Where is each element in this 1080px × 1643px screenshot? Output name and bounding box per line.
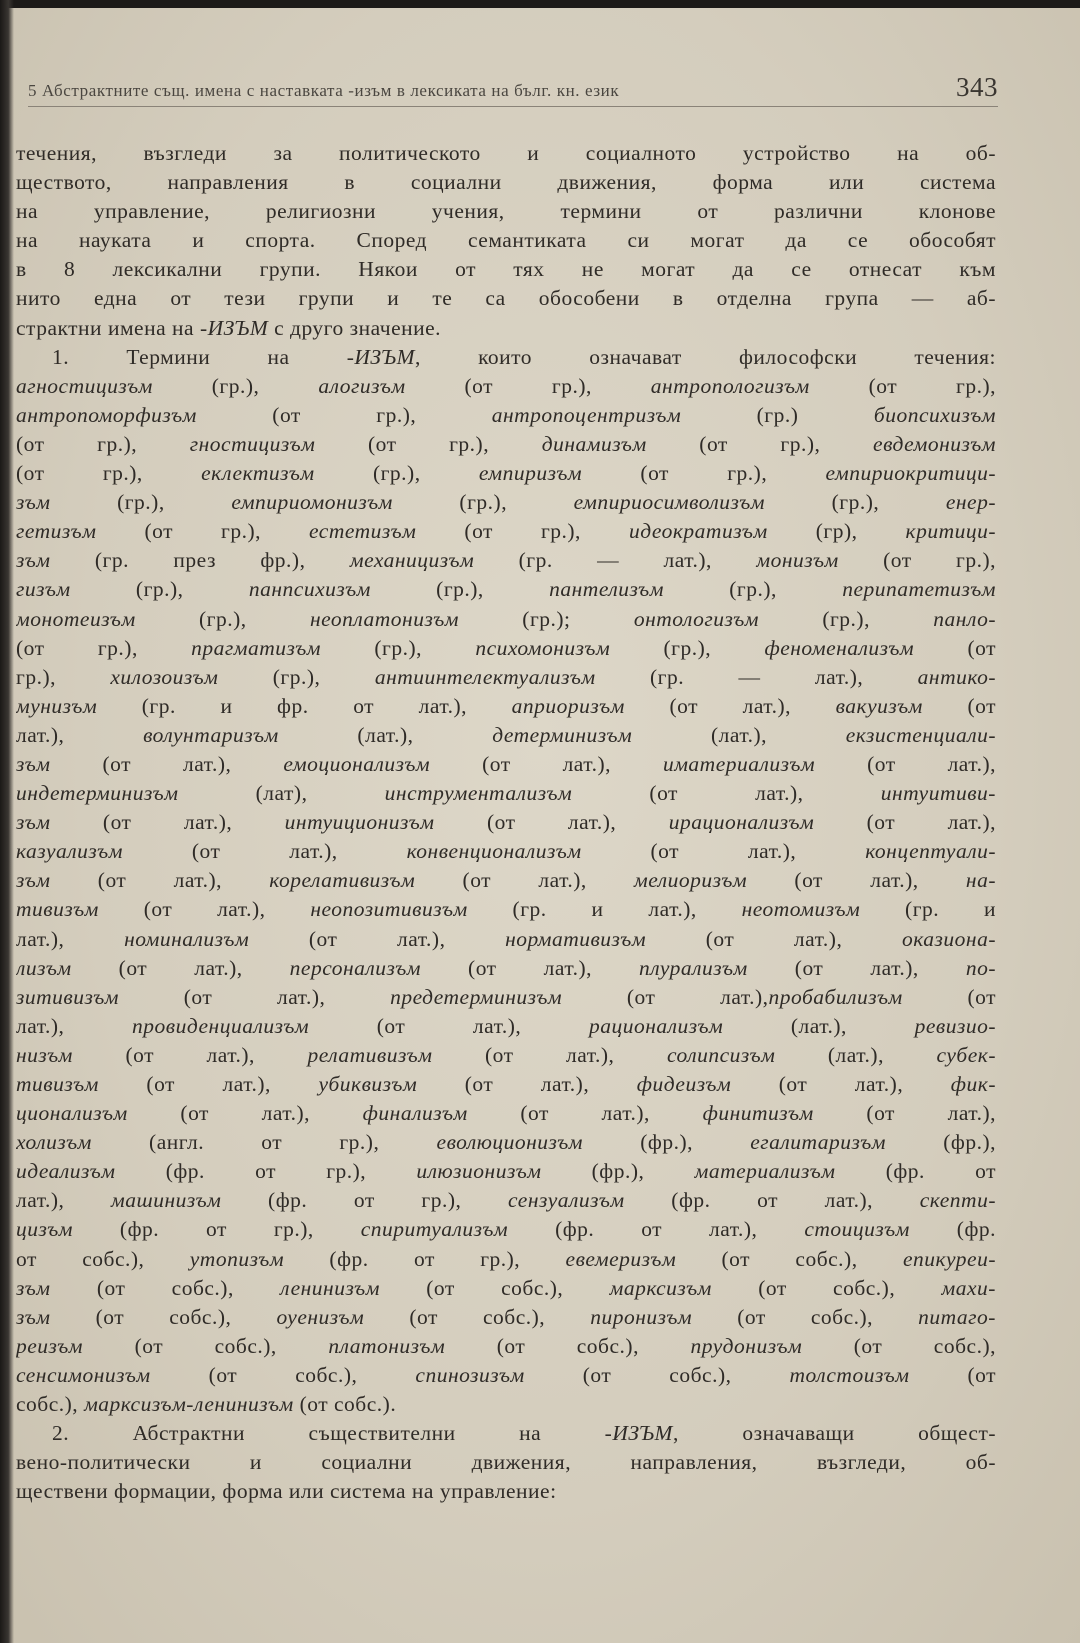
text-run: (от лат.), bbox=[98, 1072, 319, 1096]
text-run: течения, възгледи за политическото и социалното устройство на об- bbox=[16, 141, 996, 165]
italic-term: концептуали- bbox=[865, 839, 996, 864]
text-run: (от лат.), bbox=[415, 868, 635, 893]
italic-term: антропоцентризъм bbox=[491, 402, 682, 427]
italic-term: монотеизъм bbox=[16, 606, 136, 631]
text-run: (от собс.), bbox=[692, 1304, 919, 1329]
text-run: (от bbox=[902, 984, 996, 1009]
text-line bbox=[16, 1448, 996, 1477]
text-run: 1. Термини на bbox=[52, 344, 347, 369]
italic-term: екзистенциали- bbox=[845, 722, 996, 747]
italic-term: енер- bbox=[945, 490, 996, 515]
italic-term: рационализъм bbox=[588, 1013, 724, 1038]
text-run: (гр.), bbox=[152, 373, 319, 398]
text-run: вено-политически и социални движения, направления, възгледи, об- bbox=[16, 1450, 996, 1475]
text-run: (англ. от гр.), bbox=[91, 1130, 437, 1155]
text-run: (от лат.), bbox=[309, 1013, 589, 1038]
text-line bbox=[16, 546, 996, 575]
text-run: (от гр.), bbox=[315, 431, 542, 456]
text-line bbox=[16, 1215, 996, 1244]
text-line bbox=[16, 983, 996, 1012]
italic-term: интуитиви- bbox=[880, 781, 996, 806]
italic-term: плурализъм bbox=[639, 955, 748, 980]
text-run: (фр. от гр.), bbox=[221, 1188, 509, 1213]
text-run: 2. Абстрактни съществителни на bbox=[52, 1421, 605, 1446]
text-run: собс.), bbox=[16, 1392, 85, 1417]
text-line bbox=[16, 1390, 996, 1419]
italic-term: еклектизъм bbox=[201, 461, 315, 486]
text-run: (гр.), bbox=[759, 606, 934, 631]
text-line bbox=[16, 634, 996, 663]
text-run: (от лат.), bbox=[581, 839, 866, 864]
italic-term: епикуреи- bbox=[902, 1246, 996, 1271]
text-line bbox=[16, 488, 996, 517]
text-run: (гр.), bbox=[392, 490, 574, 515]
italic-term: лизъм bbox=[16, 955, 72, 980]
running-head-title: 5 Абстрактните същ. имена с наставката -изъм в лексиката на бълг. кн. език bbox=[28, 81, 620, 100]
text-run: (от собс.), bbox=[379, 1275, 610, 1300]
text-line bbox=[16, 1128, 996, 1157]
italic-term: индетерминизъм bbox=[16, 781, 179, 806]
text-run: (от лат.), bbox=[122, 839, 407, 864]
text-run: (от лат.), bbox=[72, 1042, 308, 1067]
text-run: (от лат.), bbox=[646, 926, 902, 951]
text-run: (от собс.), bbox=[50, 1304, 277, 1329]
text-line bbox=[16, 517, 996, 546]
italic-term: реизъм bbox=[16, 1333, 84, 1358]
italic-term: пантелизъм bbox=[549, 577, 664, 602]
scan-binding-shadow bbox=[0, 0, 14, 1643]
italic-term: перипатетизъм bbox=[842, 577, 996, 602]
italic-term: конвенционализъм bbox=[406, 839, 582, 864]
text-run: (от bbox=[914, 635, 996, 660]
text-run: (гр. и фр. от лат.), bbox=[97, 693, 512, 718]
italic-term: гизъм bbox=[16, 577, 71, 602]
italic-term: емпиризъм bbox=[478, 461, 583, 486]
text-line bbox=[16, 663, 996, 692]
italic-term: зъм bbox=[16, 810, 51, 835]
italic-term: детерминизъм bbox=[492, 722, 633, 747]
text-line bbox=[16, 197, 996, 226]
text-run: (от лат.), bbox=[815, 751, 996, 776]
running-head bbox=[28, 72, 998, 104]
text-run: (лат), bbox=[178, 781, 385, 806]
italic-term: монизъм bbox=[756, 548, 839, 573]
italic-term: психомонизъм bbox=[475, 635, 611, 660]
text-run: (от гр.), bbox=[809, 373, 996, 398]
text-run: (от лат.), bbox=[572, 781, 881, 806]
italic-term: антропологизъм bbox=[650, 373, 810, 398]
italic-term: зъм bbox=[16, 490, 51, 515]
text-run: (от лат.), bbox=[127, 1101, 363, 1126]
italic-term: провиденциализъм bbox=[132, 1013, 310, 1038]
italic-term: тивизъм bbox=[16, 897, 99, 922]
text-run: (фр. от лат.), bbox=[624, 1188, 920, 1213]
text-run: (гр.) bbox=[681, 402, 874, 427]
italic-term: емпириомонизъм bbox=[231, 490, 393, 515]
text-run: (гр.), bbox=[70, 577, 249, 602]
italic-term: релативизъм bbox=[307, 1042, 433, 1067]
page-number: 343 bbox=[956, 72, 998, 102]
text-run: (гр.), bbox=[610, 635, 765, 660]
text-run: (фр. от лат.), bbox=[508, 1217, 805, 1242]
text-run: от собс.), bbox=[16, 1246, 190, 1271]
italic-term: фидеизъм bbox=[636, 1072, 732, 1096]
text-run: (от лат.), bbox=[50, 810, 285, 835]
text-run: гр.), bbox=[16, 664, 111, 689]
text-run: (от лат.), bbox=[50, 751, 284, 776]
italic-term: еволюционизъм bbox=[436, 1130, 584, 1155]
text-run: , които означават философски течения: bbox=[414, 344, 996, 369]
text-run: (фр.), bbox=[541, 1159, 695, 1184]
text-run: лат.), bbox=[16, 722, 144, 747]
italic-term: агностицизъм bbox=[16, 373, 153, 398]
text-run: (от собс.), bbox=[524, 1362, 790, 1387]
italic-term: пробабилизъм bbox=[768, 984, 903, 1009]
body-text bbox=[16, 139, 996, 1506]
italic-term: холизъм bbox=[16, 1130, 92, 1155]
text-run: (от лат.), bbox=[747, 955, 966, 980]
italic-term: машинизъм bbox=[111, 1188, 222, 1213]
italic-term: -ИЗЪМ bbox=[604, 1421, 673, 1446]
text-run: (лат.), bbox=[723, 1013, 915, 1038]
italic-term: спиритуализъм bbox=[360, 1217, 509, 1242]
text-run: (от лат.), bbox=[467, 1101, 703, 1126]
text-run: (от собс.), bbox=[83, 1333, 329, 1358]
text-run: (фр. от bbox=[835, 1159, 996, 1184]
italic-term: сенсимонизъм bbox=[16, 1362, 151, 1387]
italic-term: евемеризъм bbox=[565, 1246, 677, 1271]
text-line bbox=[16, 459, 996, 488]
text-line bbox=[16, 1012, 996, 1041]
text-line bbox=[16, 343, 996, 372]
italic-term: толстоизъм bbox=[789, 1362, 910, 1387]
italic-term: марксизъм bbox=[609, 1275, 712, 1300]
italic-term: ирационализъм bbox=[668, 810, 815, 835]
text-line bbox=[16, 1041, 996, 1070]
text-line bbox=[16, 1070, 996, 1099]
italic-term: иматериализъм bbox=[662, 751, 816, 776]
italic-term: оказиона- bbox=[902, 926, 996, 951]
text-run: (от лат.), bbox=[98, 897, 311, 922]
italic-term: зитивизъм bbox=[16, 984, 119, 1009]
italic-term: панпсихизъм bbox=[248, 577, 371, 602]
text-line bbox=[16, 925, 996, 954]
text-run: лат.), bbox=[16, 926, 125, 951]
italic-term: тивизъм bbox=[16, 1072, 99, 1096]
text-run: (от лат.), bbox=[71, 955, 290, 980]
text-run: (от лат.), bbox=[813, 1101, 996, 1126]
text-run: (лат.), bbox=[278, 722, 493, 747]
italic-term: персонализъм bbox=[289, 955, 421, 980]
text-run: (фр.), bbox=[886, 1130, 996, 1155]
text-line bbox=[16, 721, 996, 750]
text-line bbox=[16, 605, 996, 634]
text-run: (от собс.), bbox=[50, 1275, 281, 1300]
italic-term: интуиционизъм bbox=[284, 810, 435, 835]
text-run: (гр.), bbox=[765, 490, 946, 515]
header-rule bbox=[28, 106, 998, 107]
italic-term: корелативизъм bbox=[269, 868, 416, 893]
text-run: (гр.), bbox=[218, 664, 375, 689]
text-run: (от лат.), bbox=[50, 868, 270, 893]
text-run: (гр.), bbox=[50, 490, 232, 515]
italic-term: идеализъм bbox=[16, 1159, 116, 1184]
text-run: (от лат.), bbox=[562, 984, 769, 1009]
italic-term: алогизъм bbox=[318, 373, 406, 398]
italic-term: -ИЗЪМ bbox=[346, 344, 415, 369]
text-run: (от лат.), bbox=[747, 868, 966, 893]
italic-term: питаго- bbox=[918, 1304, 996, 1329]
text-run: (от гр.), bbox=[838, 548, 996, 573]
italic-term: мелиоризъм bbox=[634, 868, 748, 893]
italic-term: прагматизъм bbox=[191, 635, 322, 660]
text-run: (гр.); bbox=[458, 606, 634, 631]
text-run: (от гр.), bbox=[405, 373, 651, 398]
italic-term: материализъм bbox=[694, 1159, 836, 1184]
italic-term: цизъм bbox=[16, 1217, 73, 1242]
text-run: в 8 лексикални групи. Някои от тях не могат да се отнесат към bbox=[16, 257, 996, 282]
italic-term: панло- bbox=[933, 606, 996, 631]
text-run: (от лат.), bbox=[249, 926, 506, 951]
italic-term: спинозизъм bbox=[415, 1362, 525, 1387]
text-run: (от лат.), bbox=[118, 984, 391, 1009]
italic-term: волунтаризъм bbox=[143, 722, 279, 747]
italic-term: зъм bbox=[16, 1304, 51, 1329]
text-run: (от bbox=[922, 693, 996, 718]
italic-term: вакуизъм bbox=[835, 693, 923, 718]
text-run: (гр. — лат.), bbox=[474, 548, 757, 573]
text-line bbox=[16, 692, 996, 721]
text-run: (от гр.), bbox=[646, 431, 874, 456]
italic-term: гетизъм bbox=[16, 519, 97, 544]
italic-term: зъм bbox=[16, 751, 51, 776]
text-run: на управление, религиозни учения, термини от различни клонове bbox=[16, 199, 996, 224]
italic-term: феноменализъм bbox=[764, 635, 915, 660]
text-line bbox=[16, 1303, 996, 1332]
text-run: (от гр.), bbox=[196, 402, 492, 427]
text-line bbox=[16, 1477, 996, 1506]
text-run: , означаващи общест- bbox=[672, 1421, 996, 1446]
text-run: (от гр.), bbox=[16, 431, 190, 456]
text-run: (от собс.), bbox=[150, 1362, 416, 1387]
text-line bbox=[16, 372, 996, 401]
italic-term: критици- bbox=[905, 519, 996, 544]
text-run: (гр. — лат.), bbox=[595, 664, 918, 689]
italic-term: махи- bbox=[941, 1275, 996, 1300]
italic-term: стоицизъм bbox=[804, 1217, 910, 1242]
text-run: (от собс.), bbox=[802, 1333, 996, 1358]
text-run: (лат.), bbox=[775, 1042, 937, 1067]
italic-term: евдемонизъм bbox=[873, 431, 996, 456]
italic-term: на- bbox=[965, 868, 996, 893]
italic-term: зъм bbox=[16, 548, 51, 573]
italic-term: субек- bbox=[936, 1042, 996, 1067]
italic-term: онтологизъм bbox=[633, 606, 760, 631]
text-line bbox=[16, 808, 996, 837]
italic-term: антиинтелектуализъм bbox=[374, 664, 596, 689]
scan-top-edge bbox=[0, 0, 1080, 8]
italic-term: ревизио- bbox=[914, 1013, 996, 1038]
text-run: нито една от тези групи и те са обособени в отделна група — аб- bbox=[16, 286, 996, 311]
text-line bbox=[16, 866, 996, 895]
italic-term: ленинизъм bbox=[280, 1275, 380, 1300]
italic-term: ционализъм bbox=[16, 1101, 128, 1126]
italic-term: солипсизъм bbox=[666, 1042, 776, 1067]
italic-term: предетерминизъм bbox=[390, 984, 563, 1009]
text-run: на науката и спорта. Според семантиката си могат да се обособят bbox=[16, 228, 996, 253]
text-run: (от bbox=[909, 1362, 996, 1387]
italic-term: илюзионизъм bbox=[416, 1159, 542, 1184]
italic-term: оуенизъм bbox=[276, 1304, 365, 1329]
italic-term: низъм bbox=[16, 1042, 73, 1067]
text-line bbox=[16, 1419, 996, 1448]
text-run: (гр.), bbox=[135, 606, 310, 631]
italic-term: гностицизъм bbox=[189, 431, 316, 456]
italic-term: антико- bbox=[917, 664, 996, 689]
text-run: (от собс.), bbox=[445, 1333, 691, 1358]
italic-term: скепти- bbox=[919, 1188, 996, 1213]
text-line bbox=[16, 1157, 996, 1186]
text-run: страктни имена на bbox=[16, 315, 200, 340]
text-run: (фр.), bbox=[583, 1130, 751, 1155]
text-line bbox=[16, 284, 996, 313]
text-line bbox=[16, 837, 996, 866]
italic-term: егалитаризъм bbox=[750, 1130, 887, 1155]
text-line bbox=[16, 575, 996, 604]
text-run: лат.), bbox=[16, 1013, 133, 1038]
text-line bbox=[16, 895, 996, 924]
text-run: (гр.), bbox=[321, 635, 476, 660]
text-run: (от собс.), bbox=[676, 1246, 903, 1271]
italic-term: естетизъм bbox=[309, 519, 417, 544]
text-run: (гр.), bbox=[663, 577, 843, 602]
italic-term: прудонизъм bbox=[690, 1333, 803, 1358]
text-run: (от лат.), bbox=[430, 751, 663, 776]
italic-term: казуализъм bbox=[16, 839, 123, 864]
text-line bbox=[16, 1332, 996, 1361]
italic-term: утопизъм bbox=[189, 1246, 285, 1271]
italic-term: неопозитивизъм bbox=[310, 897, 468, 922]
text-line bbox=[16, 779, 996, 808]
text-line bbox=[16, 1099, 996, 1128]
text-run: (от лат.), bbox=[624, 693, 836, 718]
text-line bbox=[16, 750, 996, 779]
italic-term: сензуализъм bbox=[508, 1188, 625, 1213]
text-run: (от лат.), bbox=[434, 810, 669, 835]
text-run: с друго значение. bbox=[268, 315, 442, 340]
italic-term: антропоморфизъм bbox=[16, 402, 197, 427]
text-run: (от собс.), bbox=[711, 1275, 942, 1300]
italic-term: хилозоизъм bbox=[110, 664, 219, 689]
text-run: (фр. bbox=[909, 1217, 996, 1242]
text-run: ществени формации, форма или система на управление: bbox=[16, 1479, 557, 1504]
text-run: (от лат.), bbox=[814, 810, 996, 835]
text-run: лат.), bbox=[16, 1188, 112, 1213]
italic-term: марксизъм-ленинизъм bbox=[84, 1392, 294, 1417]
italic-term: пиронизъм bbox=[590, 1304, 693, 1329]
text-run: (лат.), bbox=[632, 722, 846, 747]
text-run: (гр. през фр.), bbox=[50, 548, 350, 573]
text-run: (гр. и bbox=[860, 897, 996, 922]
text-run: (гр. и лат.), bbox=[467, 897, 742, 922]
text-run: (от лат.), bbox=[421, 955, 640, 980]
italic-term: емоционализъм bbox=[283, 751, 431, 776]
text-run: (от гр.), bbox=[416, 519, 629, 544]
text-run: (от собс.), bbox=[364, 1304, 591, 1329]
text-line bbox=[16, 401, 996, 430]
italic-term: номинализъм bbox=[124, 926, 250, 951]
italic-term: по- bbox=[965, 955, 996, 980]
text-run: ществото, направления в социални движения, форма или система bbox=[16, 170, 996, 195]
text-run: (от собс.). bbox=[293, 1392, 397, 1417]
italic-term: финитизъм bbox=[702, 1101, 814, 1126]
italic-term: неотомизъм bbox=[741, 897, 861, 922]
italic-term: финализъм bbox=[362, 1101, 468, 1126]
italic-term: зъм bbox=[16, 868, 51, 893]
italic-term: идеократизъм bbox=[628, 519, 768, 544]
italic-term: зъм bbox=[16, 1275, 51, 1300]
text-run: (гр), bbox=[767, 519, 906, 544]
italic-term: убиквизъм bbox=[318, 1072, 418, 1096]
text-run: (от лат.), bbox=[731, 1072, 951, 1096]
text-line bbox=[16, 1361, 996, 1390]
italic-term: емпириокритици- bbox=[825, 461, 996, 486]
italic-term: мунизъм bbox=[16, 693, 98, 718]
italic-term: нормативизъм bbox=[505, 926, 647, 951]
italic-term: фик- bbox=[950, 1072, 996, 1096]
text-line bbox=[16, 430, 996, 459]
text-line bbox=[16, 314, 996, 343]
italic-term: механицизъм bbox=[349, 548, 475, 573]
text-line bbox=[16, 1186, 996, 1215]
text-run: (фр. от гр.), bbox=[73, 1217, 361, 1242]
text-run: (от лат.), bbox=[417, 1072, 637, 1096]
text-run: (гр.), bbox=[370, 577, 550, 602]
italic-term: биопсихизъм bbox=[873, 402, 996, 427]
text-line bbox=[16, 954, 996, 983]
italic-term: неоплатонизъм bbox=[309, 606, 459, 631]
text-run: (от гр.), bbox=[16, 635, 192, 660]
text-line bbox=[16, 1245, 996, 1274]
italic-term: платонизъм bbox=[328, 1333, 446, 1358]
text-run: (от гр.), bbox=[582, 461, 826, 486]
text-run: (фр. от гр.), bbox=[115, 1159, 417, 1184]
text-run: (гр.), bbox=[314, 461, 479, 486]
italic-term: априоризъм bbox=[511, 693, 625, 718]
italic-term: -ИЗЪМ bbox=[199, 315, 269, 340]
text-run: (фр. от гр.), bbox=[284, 1246, 566, 1271]
italic-term: динамизъм bbox=[541, 431, 647, 456]
text-line bbox=[16, 139, 996, 168]
text-line bbox=[16, 1274, 996, 1303]
italic-term: инструментализъм bbox=[384, 781, 573, 806]
text-line bbox=[16, 226, 996, 255]
text-run: (от гр.), bbox=[16, 461, 202, 486]
text-run: (от гр.), bbox=[96, 519, 310, 544]
text-line bbox=[16, 255, 996, 284]
text-line bbox=[16, 168, 996, 197]
italic-term: емпириосимволизъм bbox=[573, 490, 766, 515]
text-run: (от лат.), bbox=[432, 1042, 667, 1067]
